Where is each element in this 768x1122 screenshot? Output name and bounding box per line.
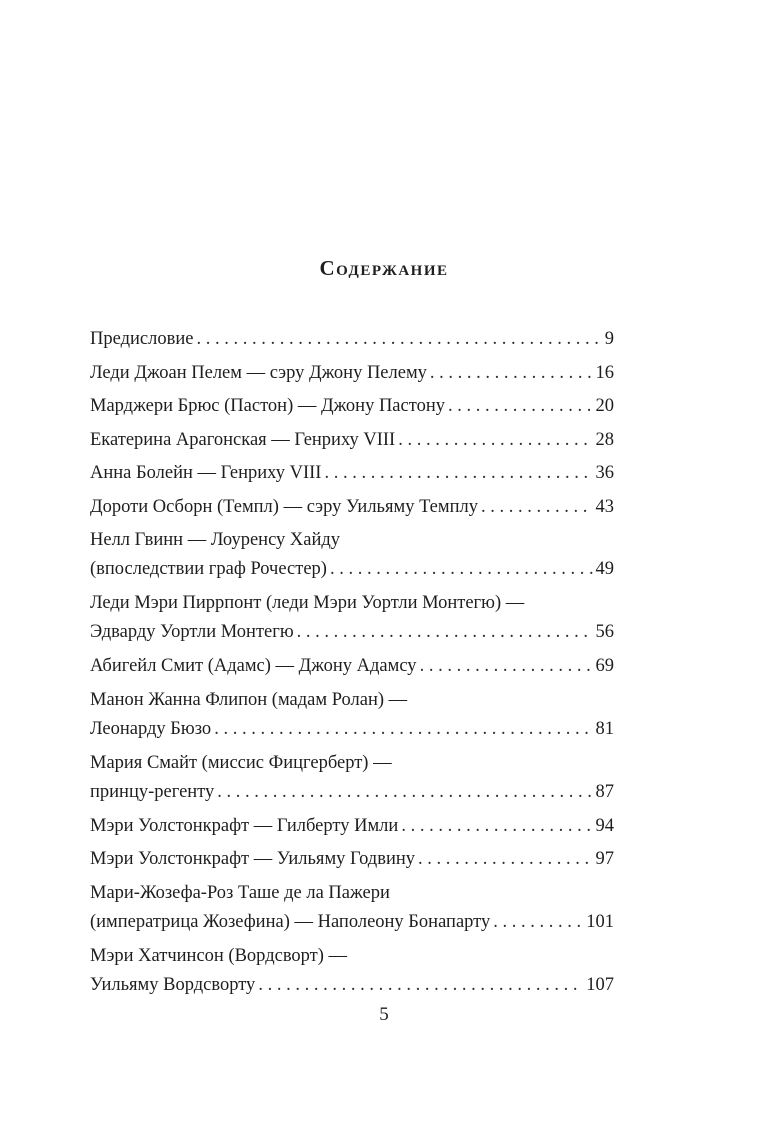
toc-entry xyxy=(90,589,614,647)
toc-entry-page: 87 xyxy=(595,781,614,802)
dot-leader xyxy=(258,971,583,1000)
toc-entry-page: 107 xyxy=(586,974,614,995)
toc-entry-title: Мари-Жозефа-Роз Таше де ла Пажери xyxy=(90,882,390,903)
toc-entry xyxy=(90,459,614,488)
toc-entry-line xyxy=(90,908,614,937)
toc-entry-title: Екатерина Арагонская — Генриху VIII xyxy=(90,429,396,450)
toc-entry-title: Анна Болейн — Генриху VIII xyxy=(90,463,322,483)
toc-entry-line xyxy=(90,812,614,841)
toc-entry-line xyxy=(90,778,614,807)
toc-entry-title: Леди Мэри Пиррпонт (леди Мэри Уортли Монтегю) — xyxy=(90,593,525,613)
toc-entry-title: Марджери Брюс (Пастон) — Джону Пастону xyxy=(90,396,445,416)
toc-entry-page: 36 xyxy=(595,463,614,483)
dot-leader xyxy=(493,908,583,937)
dot-leader xyxy=(297,618,593,647)
toc-entry-line xyxy=(90,589,614,618)
toc-entry-title: Дороти Осборн (Темпл) — сэру Уильяму Темплу xyxy=(90,496,478,517)
page-number: 5 xyxy=(379,1004,389,1025)
toc-entry-line xyxy=(90,942,614,971)
toc-entry-title: Абигейл Смит (Адамс) — Джону Адамсу xyxy=(90,656,417,676)
toc-entry xyxy=(90,426,614,455)
toc-entry xyxy=(90,845,614,874)
toc-entry-title: Мэри Уолстонкрафт — Гилберту Имли xyxy=(90,815,399,836)
toc-entry-title: Нелл Гвинн — Лоуренсу Хайду xyxy=(90,530,341,550)
toc-entry-line xyxy=(90,392,614,421)
toc-entry xyxy=(90,325,614,354)
toc-entry-line xyxy=(90,618,614,647)
toc-entry-line xyxy=(90,971,614,1000)
toc-entry-line xyxy=(90,686,614,715)
toc-entry-page: 28 xyxy=(595,429,614,450)
toc-entry-page: 81 xyxy=(595,718,614,739)
toc-entry-page: 16 xyxy=(595,362,614,383)
toc-entry xyxy=(90,686,614,744)
toc-entry-page: 56 xyxy=(595,622,614,642)
toc-entry-title: Мария Смайт (миссис Фицгерберт) — xyxy=(90,752,392,773)
toc-entry-title: Эдварду Уортли Монтегю xyxy=(90,622,294,642)
toc-entry-line xyxy=(90,879,614,908)
toc-entry xyxy=(90,526,614,584)
dot-leader xyxy=(448,392,593,421)
dot-leader xyxy=(401,812,592,841)
toc-entry-line xyxy=(90,325,614,354)
page-title: Содержание xyxy=(319,256,449,280)
toc-entry-title: Уильяму Вордсворту xyxy=(90,974,256,995)
dot-leader xyxy=(196,325,601,354)
toc-entry-page: 49 xyxy=(595,559,614,579)
toc-entry-line xyxy=(90,493,614,522)
dot-leader xyxy=(398,426,592,455)
toc-entry-page: 94 xyxy=(595,815,614,836)
toc-entry xyxy=(90,812,614,841)
toc-entry xyxy=(90,942,614,1000)
toc-entry-line xyxy=(90,749,614,778)
toc-entry-page: 20 xyxy=(595,396,614,416)
toc-entry xyxy=(90,493,614,522)
toc-entry-title: (впоследствии граф Рочестер) xyxy=(90,559,327,579)
dot-leader xyxy=(481,493,593,522)
toc-entry-title: Мэри Хатчинсон (Вордсворт) — xyxy=(90,945,348,966)
toc-entry-line xyxy=(90,715,614,744)
table-of-contents xyxy=(90,325,614,1005)
toc-entry-title: Леди Джоан Пелем — сэру Джону Пелему xyxy=(90,362,427,383)
toc-entry-page: 9 xyxy=(604,329,614,349)
toc-entry-title: Мэри Уолстонкрафт — Уильяму Годвину xyxy=(90,849,416,869)
dot-leader xyxy=(418,845,592,874)
toc-entry xyxy=(90,749,614,807)
toc-entry-line xyxy=(90,652,614,681)
dot-leader xyxy=(214,715,592,744)
toc-entry-title: Предисловие xyxy=(90,329,194,349)
toc-entry-line xyxy=(90,555,614,584)
toc-entry-page: 101 xyxy=(586,911,614,932)
toc-entry xyxy=(90,359,614,388)
dot-leader xyxy=(217,778,592,807)
dot-leader xyxy=(330,555,593,584)
toc-entry-page: 43 xyxy=(595,496,614,517)
dot-leader xyxy=(420,652,593,681)
toc-entry-title: Манон Жанна Флипон (мадам Ролан) — xyxy=(90,689,408,710)
toc-entry-title: Леонарду Бюзо xyxy=(90,718,212,739)
toc-entry-title: принцу-регенту xyxy=(90,781,215,802)
toc-entry-title: (императрица Жозефина) — Наполеону Бонапарту xyxy=(90,911,491,932)
toc-entry-line xyxy=(90,845,614,874)
toc-entry xyxy=(90,652,614,681)
dot-leader xyxy=(324,459,592,488)
toc-entry-line xyxy=(90,526,614,555)
toc-entry xyxy=(90,879,614,937)
toc-entry-line xyxy=(90,426,614,455)
toc-entry-page: 97 xyxy=(595,849,614,869)
toc-entry xyxy=(90,392,614,421)
toc-entry-page: 69 xyxy=(595,656,614,676)
toc-entry-line xyxy=(90,359,614,388)
toc-entry-line xyxy=(90,459,614,488)
dot-leader xyxy=(430,359,593,388)
